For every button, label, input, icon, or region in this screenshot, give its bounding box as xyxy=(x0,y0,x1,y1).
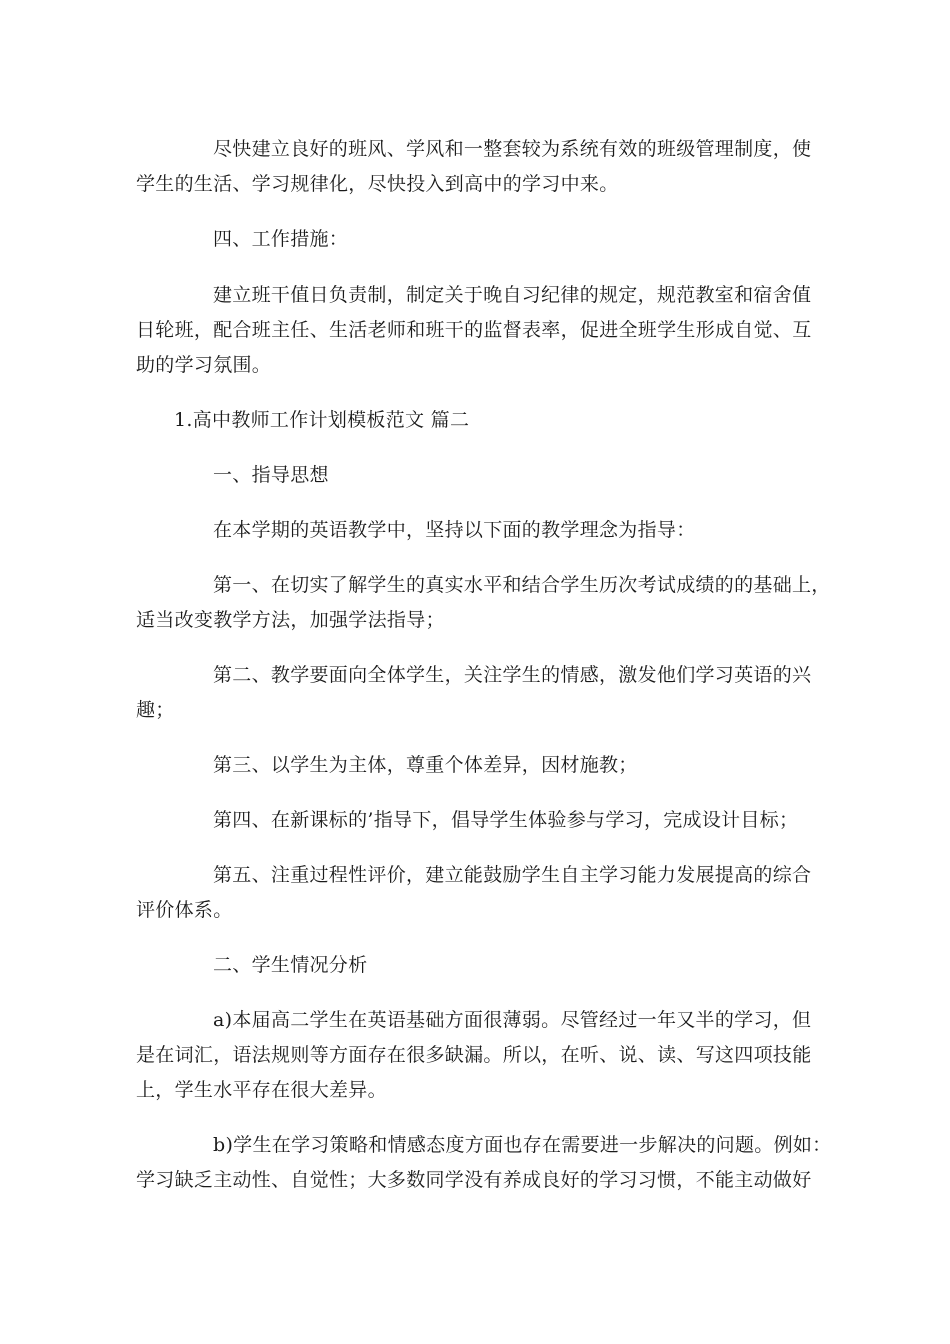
paragraph-line: 第四、在新课标的’指导下，倡导学生体验参与学习，完成设计目标； xyxy=(213,809,799,831)
section-heading: 一、指导思想 xyxy=(213,464,329,486)
article-title: 1.高中教师工作计划模板范文 篇二 xyxy=(174,409,470,431)
paragraph-line: 在本学期的英语教学中，坚持以下面的教学理念为指导： xyxy=(213,519,696,541)
paragraph-line: 第二、教学要面向全体学生，关注学生的情感，激发他们学习英语的兴 xyxy=(213,664,812,686)
paragraph-line: 日轮班，配合班主任、生活老师和班干的监督表率，促进全班学生形成自觉、互 xyxy=(136,319,812,341)
section-heading: 二、学生情况分析 xyxy=(213,954,368,976)
paragraph-line: 第一、在切实了解学生的真实水平和结合学生历次考试成绩的的基础上， xyxy=(213,574,831,596)
paragraph-line: 上，学生水平存在很大差异。 xyxy=(136,1079,387,1101)
paragraph-line: 学生的生活、学习规律化，尽快投入到高中的学习中来。 xyxy=(136,173,619,195)
paragraph-line: b)学生在学习策略和情感态度方面也存在需要进一步解决的问题。例如： xyxy=(213,1134,832,1156)
paragraph-line: 评价体系。 xyxy=(136,899,233,921)
paragraph-line: a)本届高二学生在英语基础方面很薄弱。尽管经过一年又半的学习，但 xyxy=(213,1009,812,1031)
paragraph-line: 助的学习氛围。 xyxy=(136,354,272,376)
paragraph-line: 尽快建立良好的班风、学风和一整套较为系统有效的班级管理制度，使 xyxy=(213,138,812,160)
paragraph-line: 建立班干值日负责制，制定关于晚自习纪律的规定，规范教室和宿舍值 xyxy=(213,284,812,306)
paragraph-line: 学习缺乏主动性、自觉性；大多数同学没有养成良好的学习习惯，不能主动做好 xyxy=(136,1169,812,1191)
paragraph-line: 第五、注重过程性评价，建立能鼓励学生自主学习能力发展提高的综合 xyxy=(213,864,812,886)
paragraph-line: 是在词汇，语法规则等方面存在很多缺漏。所以，在听、说、读、写这四项技能 xyxy=(136,1044,812,1066)
section-heading: 四、工作措施： xyxy=(213,228,349,250)
paragraph-line: 适当改变教学方法，加强学法指导； xyxy=(136,609,445,631)
paragraph-line: 趣； xyxy=(136,699,175,721)
paragraph-line: 第三、以学生为主体，尊重个体差异，因材施教； xyxy=(213,754,638,776)
